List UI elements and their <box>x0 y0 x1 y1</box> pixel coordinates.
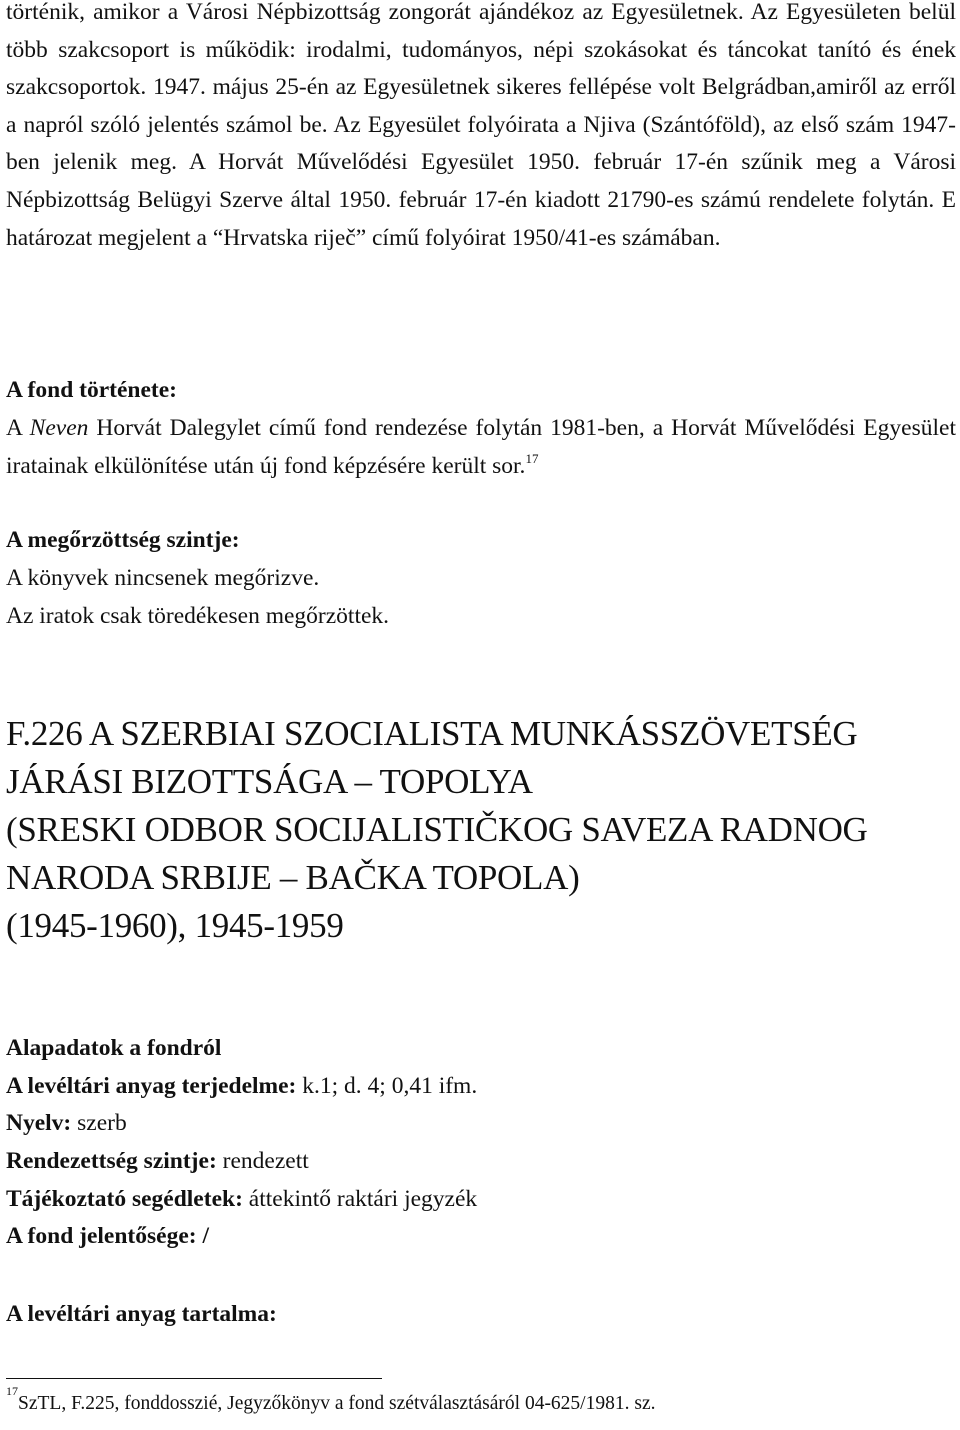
footnote-number: 17 <box>6 1384 18 1398</box>
language-row <box>6 1105 127 1142</box>
footnote-text: SzTL, F.225, fonddosszié, Jegyzőkönyv a fond szétválasztásáról 04-625/1981. sz. <box>18 1393 656 1414</box>
arrangement-value: rendezett <box>216 1148 309 1174</box>
history-text-before: A <box>6 415 30 441</box>
intro-paragraph: történik, amikor a Városi Népbizottság zongorát ajándékoz az Egyesületnek. Az Egyesületen belül több szakcsoport is működik: irodalmi, tudományos, népi szokásokat és táncokat tanító és ének szakcsoportok. 1947. május 25-én az Egyesületnek sikeres fellépése volt Belgrádban,amiről az erről a napról szóló jelentés számol be. Az Egyesület folyóirata a Njiva (Szántóföld), az első szám 1947-ben jelenik meg. A Horvát Művelődési Egyesület 1950. február 17-én szűnik meg a Városi Népbizottság Belügyi Szerve által 1950. február 17-én kiadott 21790-es számú rendelete folytán. E határozat megjelent a “Hrvatska riječ” című folyóirat 1950/41-es számában. <box>6 0 956 251</box>
fond-title-line-2: JÁRÁSI BIZOTTSÁGA – TOPOLYA <box>6 762 533 801</box>
extent-row <box>6 1068 477 1105</box>
extent-value: k.1; d. 4; 0,41 ifm. <box>296 1073 478 1099</box>
significance-label: A fond jelentősége: / <box>6 1223 209 1249</box>
language-label: Nyelv: <box>6 1110 72 1136</box>
fond-title-line-5: (1945-1960), 1945-1959 <box>6 906 344 945</box>
basic-data-heading: Alapadatok a fondról <box>6 1035 222 1061</box>
fond-title-line-3: (SRESKI ODBOR SOCIJALISTIČKOG SAVEZA RADNOG <box>6 810 868 849</box>
fond-title <box>6 710 956 950</box>
history-paragraph <box>6 410 956 485</box>
history-heading: A fond története: <box>6 377 177 403</box>
contents-heading: A levéltári anyag tartalma: <box>6 1301 277 1327</box>
fond-title-line-4: NARODA SRBIJE – BAČKA TOPOLA) <box>6 858 580 897</box>
extent-label: A levéltári anyag terjedelme: <box>6 1073 297 1099</box>
footnote-separator <box>6 1378 382 1379</box>
finding-aids-row <box>6 1181 477 1218</box>
history-text-after: Horvát Dalegylet című fond rendezése folytán 1981-ben, a Horvát Művelődési Egyesület iratainak elkülönítése után új fond képzésére került sor. <box>6 415 956 479</box>
language-value: szerb <box>71 1110 127 1136</box>
preservation-line-1: A könyvek nincsenek megőrizve. <box>6 565 320 591</box>
arrangement-row <box>6 1143 309 1180</box>
finding-aids-value: áttekintő raktári jegyzék <box>242 1186 478 1212</box>
arrangement-label: Rendezettség szintje: <box>6 1148 217 1174</box>
footnote-reference[interactable]: 17 <box>525 450 539 466</box>
finding-aids-label: Tájékoztató segédletek: <box>6 1186 243 1212</box>
footnote <box>6 1384 656 1419</box>
history-text-italic: Neven <box>29 415 89 441</box>
preservation-line-2: Az iratok csak töredékesen megőrzöttek. <box>6 603 390 629</box>
fond-title-line-1: F.226 A SZERBIAI SZOCIALISTA MUNKÁSSZÖVETSÉG <box>6 714 858 753</box>
preservation-heading: A megőrzöttség szintje: <box>6 527 240 553</box>
significance-row <box>6 1218 209 1255</box>
